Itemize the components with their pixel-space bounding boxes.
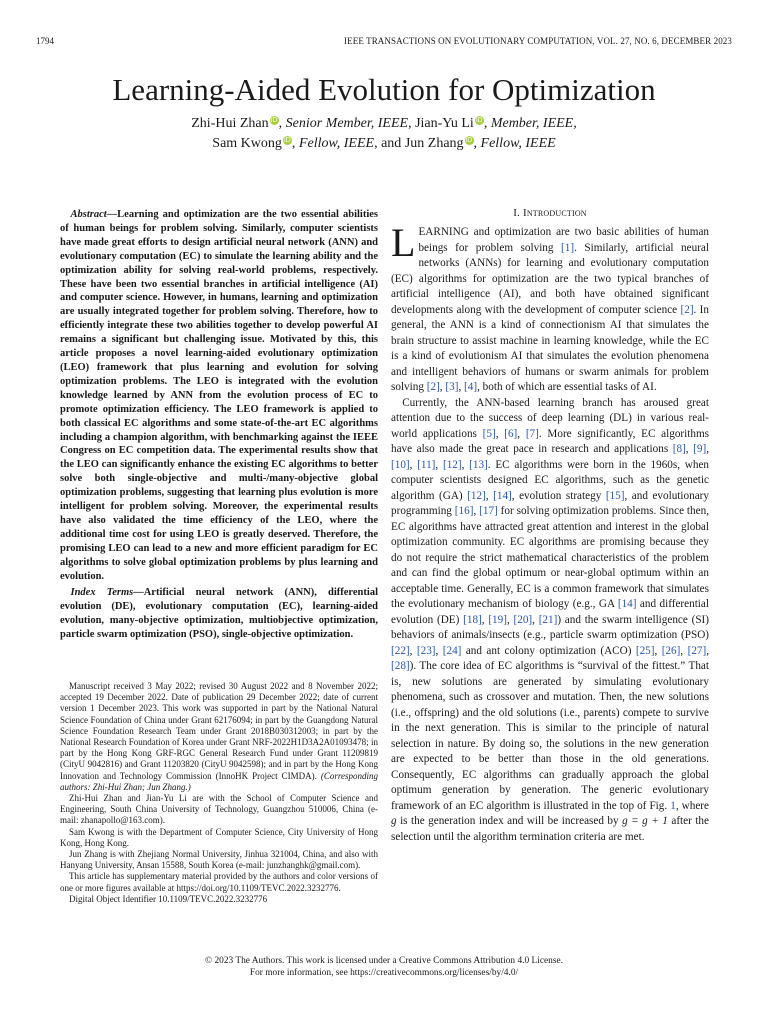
math-variable: g: [391, 815, 397, 827]
citation-link[interactable]: [15]: [605, 489, 625, 502]
citation-link[interactable]: [8]: [672, 443, 686, 455]
citation-link[interactable]: [12]: [442, 458, 462, 471]
citation-link[interactable]: [18]: [463, 613, 482, 626]
author-role: Senior Member, IEEE: [285, 116, 409, 131]
math-equation: g = g + 1: [622, 815, 668, 827]
page-number: 1794: [36, 36, 54, 46]
citation-link[interactable]: [1]: [561, 241, 575, 254]
citation-link[interactable]: [26]: [661, 644, 681, 657]
orcid-icon[interactable]: iD: [465, 137, 473, 144]
author-name: Zhi-Hui Zhan: [191, 116, 269, 131]
orcid-icon[interactable]: iD: [284, 137, 291, 144]
section-heading: I. Introduction: [513, 207, 587, 219]
abstract-text: —Learning and optimization are the two essential abilities of human beings for problem solving. Similarly, computer scientists have made great efforts to design artificial neural network (ANN) and evolutionary computation (EC) to simulate the learning ability and the optimization ability for solving real-world problems, respectively. These have been two essential branches in artificial intelligence (AI) and computer science. However, in humans, learning and optimization are usually integrated together for problem solving. Therefore, how to efficiently integrate these two abilities together to develop powerful AI remains a significant but challenging issue. Motivated by this, this article proposes a novel learning-aided evolutionary optimization (LEO) framework that plus learning and evolution for solving optimization problems. The LEO is integrated with the evolution knowledge learned by ANN from the evolution process of EC to promote optimization efficiency. The LEO framework is applied to both classical EC algorithms and some state-of-the-art EC algorithms including a champion algorithm, with benchmarking against the IEEE Congress on EC competition data. The experimental results show that the LEO can significantly enhance the existing EC algorithms to better solve both single-objective and multi-/many-objective global optimization problems, suggesting that learning plus evolution is more intelligent for problem solving. Moreover, the experimental results have also validated the time efficiency of the LEO, where the additional time cost for using LEO is greatly deserved. Therefore, the promising LEO can lead to a new and more efficient paradigm for EC algorithms to solve global optimization problems by plus learning and evolution.: [60, 209, 378, 582]
citation-link[interactable]: [2]: [426, 381, 440, 393]
citation-link[interactable]: [17]: [479, 505, 498, 517]
orcid-icon[interactable]: iD: [270, 117, 278, 124]
citation-link[interactable]: [20]: [513, 613, 533, 626]
license-url-line[interactable]: For more information, see https://creativecommons.org/licenses/by/4.0/: [249, 968, 519, 978]
corresponding-authors: (Corresponding authors: Zhi-Hui Zhan; Jun Zhang.): [60, 770, 378, 792]
citation-link[interactable]: [22]: [391, 644, 410, 657]
citation-link[interactable]: [24]: [442, 644, 462, 657]
manuscript-note: Manuscript received 3 May 2022; revised 30 August 2022 and 8 November 2022; accepted 19 December 2022. Date of publication 29 December 2022; date of current version 1 December 2023. This work was supported in part by the National Natural Science Foundation of China under Grant 62176094; in part by the Guangdong Natural Science Foundation Research Team under Grant 2018B030312003; in part by the National Research Foundation of Korea under Grant NRF-2022H1D3A2A01093478; in part by the Hong Kong GRF-RGC General Research Fund under Grant 11209819 (CityU 9042816) and Grant 11203820 (CityU 9042598); and in part by the Hong Kong Innovation and Technology Commission (InnoHK Project CIMDA). (Corresponding authors: Zhi-Hui Zhan; Jun Zhang.): [60, 681, 378, 792]
author-line-1: Zhi-Hui Zhan iD, Senior Member, IEEE, Jian-Yu Li iD, Member, IEEE,: [191, 116, 577, 131]
affiliation-note: Zhi-Hui Zhan and Jian-Yu Li are with the School of Computer Science and Engineering, South China University of Technology, Guangzhou 510006, China (e-mail: zhanapollo@163.com).: [60, 793, 378, 826]
citation-link[interactable]: [28]: [391, 660, 410, 672]
citation-link[interactable]: [13]: [469, 458, 488, 471]
citation-link[interactable]: [11]: [417, 458, 436, 471]
citation-link[interactable]: [23]: [416, 644, 436, 657]
license-line: © 2023 The Authors. This work is licensed under a Creative Commons Attribution 4.0 License.: [204, 956, 564, 966]
citation-link[interactable]: [25]: [635, 644, 655, 657]
citation-link[interactable]: [3]: [445, 381, 459, 393]
citation-link[interactable]: [9]: [693, 443, 707, 455]
index-terms: [60, 586, 378, 642]
footnotes: [60, 681, 378, 905]
author-role: Fellow, IEEE: [298, 136, 375, 151]
citation-link[interactable]: [2]: [680, 303, 694, 316]
author-name: Jian-Yu Li: [415, 116, 474, 131]
author-name: Jun Zhang: [404, 136, 464, 151]
citation-link[interactable]: [21]: [538, 613, 558, 626]
citation-link[interactable]: [19]: [488, 613, 507, 626]
drop-cap: L: [391, 220, 416, 265]
author-name: Sam Kwong: [212, 136, 282, 151]
supplementary-note: This article has supplementary material provided by the authors and color versions of one or more figures available at https://doi.org/10.1109/TEVC.2022.3232776.: [60, 871, 378, 893]
license-footer: [0, 955, 768, 979]
citation-link[interactable]: [7]: [525, 427, 539, 440]
citation-link[interactable]: [6]: [504, 427, 518, 440]
introduction-body: [391, 220, 710, 845]
author-list: [0, 114, 768, 154]
orcid-icon[interactable]: iD: [476, 117, 483, 124]
citation-link[interactable]: [5]: [482, 427, 496, 440]
intro-paragraph-2: Currently, the ANN-based learning branch has aroused great attention due to the success of deep learning (DL) in various real-world applications [5], [6], [7]. More significantly, EC algorithms have also made the great pace in research and applications [8], [9], [10], [11], [12], [13]. EC algorithms were born in the 1960s, when computer scientists designed EC algorithms, such as the genetic algorithm (GA) [12], [14], evolution strategy [15], and evolutionary programming [16], [17] for solving optimization problems. Since then, EC algorithms have attracted great attention and interest in the global optimization community. EC algorithms are promising because they do not require the strict mathematical characteristics of the problem and can find the global optimum or near-global optimum within an acceptable time. Generally, EC is a common framework that simulates the evolutionary mechanism of biology (e.g., GA [14] and differential evolution (DE) [18], [19], [20], [21]) and the swarm intelligence (SI) behaviors of animals/insects (e.g., particle swarm optimization (PSO) [22], [23], [24] and ant colony optimization (ACO) [25], [26], [27], [28]). The core idea of EC algorithms is “survival of the fittest.” That is, new solutions are generated by simulating evolutionary phenomena, such as crossover and mutation. Then, the new solutions (i.e., offspring) and the old solutions (i.e., parents) compete to survive in the next generation. This is similar to the principle of natural selection in nature. By doing so, the solutions in the new generation are expected to be better than those in the old generations. Consequently, EC algorithms can gradually approach the global optimum generation by generation. The generic evolutionary framework of an EC algorithm is illustrated in the top of Fig. 1, where g is the generation index and will be increased by g = g + 1 after the selection until the algorithm termination criteria are met.: [391, 396, 710, 843]
doi-note: Digital Object Identifier 10.1109/TEVC.2022.3232776: [69, 893, 268, 904]
citation-link[interactable]: [14]: [493, 489, 512, 502]
abstract: [60, 208, 378, 583]
citation-link[interactable]: [4]: [464, 381, 478, 393]
citation-link[interactable]: [10]: [391, 458, 410, 471]
index-terms-text: —Artificial neural network (ANN), differential evolution (DE), evolutionary computation (EC), learning-aided evolution, many-objective optimization, multiobjective optimization, particle swarm optimization (PSO), single-objective optimization.: [60, 587, 378, 640]
citation-link[interactable]: [12]: [467, 489, 486, 502]
author-role: Fellow, IEEE: [480, 136, 556, 151]
author-line-2: Sam Kwong iD, Fellow, IEEE, and Jun Zhang iD, Fellow, IEEE: [212, 136, 556, 151]
affiliation-note: Jun Zhang is with Zhejiang Normal University, Jinhua 321004, China, and also with Hanyang University, Ansan 15588, South Korea (e-mail: junzhanghk@gmail.com).: [60, 849, 378, 871]
intro-paragraph-1: LEARNING and optimization are two basic abilities of human beings for problem solving [1]. Similarly, artificial neural networks (ANNs) for learning and evolutionary computation (EC) algorithms for optimization are the two typical branches of artificial intelligence (AI), and both have obtained significant developments along with the development of computer science [2]. In general, the ANN is a kind of connectionism AI that simulates the brain structure to assist machine in learning knowledge, while the EC is a kind of evolutionism AI that simulates the evolution phenomena and intelligent behaviors of humans or swarm animals for problem solving [2], [3], [4], both of which are essential tasks of AI.: [391, 220, 710, 393]
citation-link[interactable]: [14]: [617, 598, 637, 610]
figure-link[interactable]: 1: [670, 799, 676, 812]
index-terms-label: Index Terms: [70, 587, 134, 598]
abstract-label: Abstract: [70, 209, 107, 220]
affiliation-note: Sam Kwong is with the Department of Computer Science, City University of Hong Kong, Hong Kong.: [60, 826, 378, 848]
journal-name: IEEE TRANSACTIONS ON EVOLUTIONARY COMPUTATION, VOL. 27, NO. 6, DECEMBER 2023: [344, 36, 732, 46]
author-role: Member, IEEE: [490, 116, 574, 131]
citation-link[interactable]: [16]: [454, 505, 474, 517]
paper-title: Learning-Aided Evolution for Optimization: [112, 72, 656, 107]
running-header: [36, 36, 732, 48]
citation-link[interactable]: [27]: [687, 644, 707, 657]
